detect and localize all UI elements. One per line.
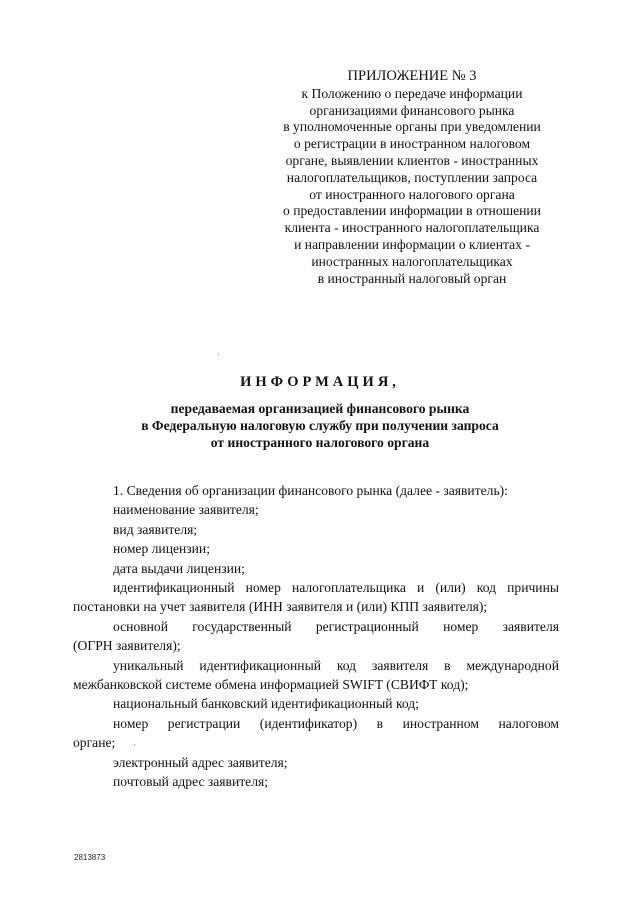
appendix-line: к Положению о передаче информации (301, 85, 523, 101)
appendix-line: клиента - иностранного налогоплательщика (284, 220, 540, 236)
item-inn-line-2: постановки на учет заявителя (ИНН заявителя и (или) КПП заявителя); (73, 599, 488, 615)
item-license-number: номер лицензии; (113, 541, 210, 557)
item-type: вид заявителя; (113, 521, 198, 537)
document-body (73, 481, 559, 792)
appendix-line: от иностранного налогового органа (309, 186, 515, 202)
item-ogrn-line-1: основной государственный регистрационный номер заявителя (113, 618, 559, 634)
subtitle-line: передаваемая организацией финансового рынка (170, 401, 470, 416)
document-code: 2813873 (74, 853, 106, 862)
appendix-line: органе, выявлении клиентов - иностранных (285, 152, 539, 168)
appendix-line: иностранных налогоплательщиках (311, 253, 513, 269)
item-inn-line-1: идентификационный номер налогоплательщика и (или) код причины (113, 580, 559, 596)
appendix-line: и направлении информации о клиентах - (294, 236, 530, 252)
document-title: ИНФОРМАЦИЯ, (240, 374, 400, 390)
item-swift-line-2: межбанковской системе обмена информацией SWIFT (СВИФТ код); (73, 677, 469, 693)
item-foreign-reg-line-2: органе; (73, 735, 116, 751)
appendix-block (262, 68, 562, 287)
item-postal: почтовый адрес заявителя; (113, 774, 269, 790)
item-foreign-reg-line-1: номер регистрации (идентификатор) в иностранном налоговом (113, 715, 559, 731)
item-email: электронный адрес заявителя; (113, 754, 288, 770)
appendix-line: о регистрации в иностранном налоговом (293, 136, 531, 152)
subtitle-line: от иностранного налогового органа (210, 435, 430, 450)
appendix-line: в иностранный налоговый орган (317, 270, 507, 286)
item-bik: национальный банковский идентификационный код; (113, 696, 419, 712)
appendix-line: налогоплательщиков, поступлении запроса (286, 169, 538, 185)
document-subtitle (60, 400, 580, 451)
appendix-line: в уполномоченные органы при уведомлении (283, 119, 541, 135)
item-license-date: дата выдачи лицензии; (113, 560, 245, 576)
scan-speck (134, 744, 135, 745)
item-name: наименование заявителя; (113, 502, 259, 518)
appendix-line: о предоставлении информации в отношении (283, 203, 541, 219)
item-ogrn-line-2: (ОГРН заявителя); (73, 638, 181, 654)
subtitle-line: в Федеральную налоговую службу при получении запроса (141, 418, 499, 433)
appendix-heading: ПРИЛОЖЕНИЕ № 3 (347, 68, 477, 84)
section-1-heading: 1. Сведения об организации финансового рынка (далее - заявитель): (113, 483, 508, 498)
scan-speck (218, 354, 219, 355)
appendix-line: организациями финансового рынка (309, 102, 515, 118)
item-swift-line-1: уникальный идентификационный код заявителя в международной (113, 657, 559, 673)
